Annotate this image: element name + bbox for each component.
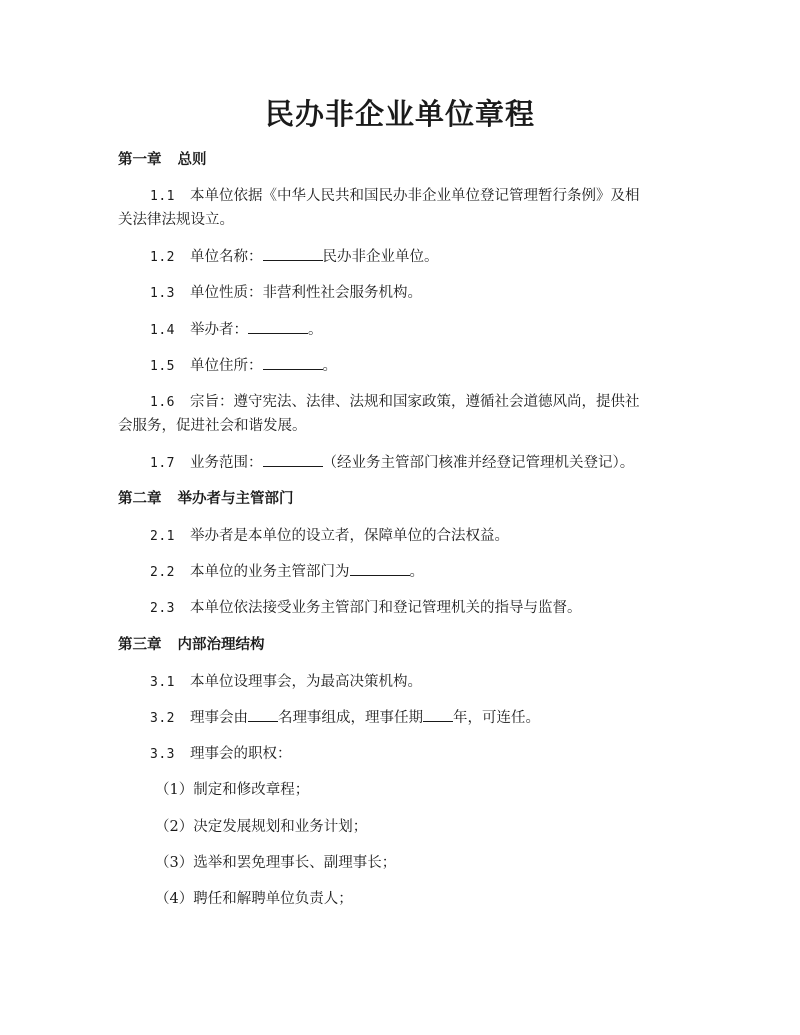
article-text: 理事会的职权： [190, 746, 292, 762]
fill-blank[interactable] [248, 706, 278, 722]
list-item: （4）聘任和解聘单位负责人； [155, 891, 353, 907]
list-item: （2）决定发展规划和业务计划； [155, 819, 368, 835]
chapter-2-heading [118, 487, 294, 511]
fill-blank[interactable] [350, 560, 410, 576]
article-number: 3.2 [150, 711, 175, 726]
article-1-1 [150, 184, 640, 209]
chapter-label: 第二章 [118, 491, 162, 507]
article-number: 3.3 [150, 747, 175, 762]
chapter-3-heading [118, 633, 265, 657]
article-text: 本单位的业务主管部门为 [190, 564, 350, 580]
article-text: 。 [322, 358, 337, 374]
article-text: 本单位依据《中华人民共和国民办非企业单位登记管理暂行条例》及相 [190, 188, 640, 204]
article-text: 单位住所： [190, 358, 263, 374]
article-text: 名理事组成，理事任期 [278, 710, 423, 726]
list-item: （1）制定和修改章程； [155, 782, 310, 798]
article-1-6 [150, 390, 640, 415]
article-text: 理事会由 [190, 710, 248, 726]
article-number: 1.5 [150, 359, 175, 374]
article-text: 年，可连任。 [453, 710, 540, 726]
article-1-4 [150, 318, 323, 343]
article-1-1-continuation: 关法律法规设立。 [118, 212, 234, 228]
chapter-name: 内部治理结构 [177, 637, 265, 653]
document-title: 民办非企业单位章程 [264, 97, 535, 131]
article-number: 1.1 [150, 189, 175, 204]
fill-blank[interactable] [423, 706, 453, 722]
article-text: 业务范围： [190, 455, 263, 471]
article-3-2 [150, 706, 540, 731]
article-text: 本单位设理事会，为最高决策机构。 [190, 674, 422, 690]
article-text: 。 [308, 322, 323, 338]
article-text: 民办非企业单位。 [322, 249, 439, 265]
article-number: 3.1 [150, 675, 175, 690]
chapter-1-heading [118, 148, 207, 172]
article-number: 1.6 [150, 395, 175, 410]
article-number: 2.3 [150, 601, 175, 616]
fill-blank[interactable] [263, 354, 323, 370]
article-number: 1.3 [150, 286, 175, 301]
article-3-3 [150, 742, 292, 767]
article-number: 1.7 [150, 456, 175, 471]
article-1-3 [150, 281, 422, 306]
article-text: 举办者是本单位的设立者，保障单位的合法权益。 [190, 528, 509, 544]
chapter-label: 第一章 [118, 152, 162, 168]
fill-blank[interactable] [248, 318, 308, 334]
fill-blank[interactable] [263, 451, 323, 467]
article-1-6-continuation: 会服务，促进社会和谐发展。 [118, 418, 307, 434]
article-text: 举办者： [190, 322, 248, 338]
article-3-1 [150, 670, 422, 695]
article-text: 宗旨：遵守宪法、法律、法规和国家政策，遵循社会道德风尚，提供社 [190, 394, 640, 410]
article-number: 1.4 [150, 323, 175, 338]
article-1-7 [150, 451, 634, 476]
article-text: 本单位依法接受业务主管部门和登记管理机关的指导与监督。 [190, 600, 582, 616]
list-item: （3）选举和罢免理事长、副理事长； [155, 855, 397, 871]
article-1-2 [150, 245, 439, 270]
article-2-2 [150, 560, 424, 585]
chapter-name: 总则 [177, 152, 207, 168]
chapter-name: 举办者与主管部门 [177, 491, 294, 507]
article-text: 单位名称： [190, 249, 263, 265]
article-number: 2.2 [150, 565, 175, 580]
chapter-label: 第三章 [118, 637, 162, 653]
article-number: 1.2 [150, 250, 175, 265]
article-1-5 [150, 354, 337, 379]
fill-blank[interactable] [263, 245, 323, 261]
article-2-1 [150, 524, 509, 549]
article-text: （经业务主管部门核准并经登记管理机关登记）。 [322, 455, 635, 471]
article-text: 单位性质：非营利性社会服务机构。 [190, 285, 422, 301]
article-text: 。 [409, 564, 424, 580]
article-2-3 [150, 596, 582, 621]
article-number: 2.1 [150, 529, 175, 544]
